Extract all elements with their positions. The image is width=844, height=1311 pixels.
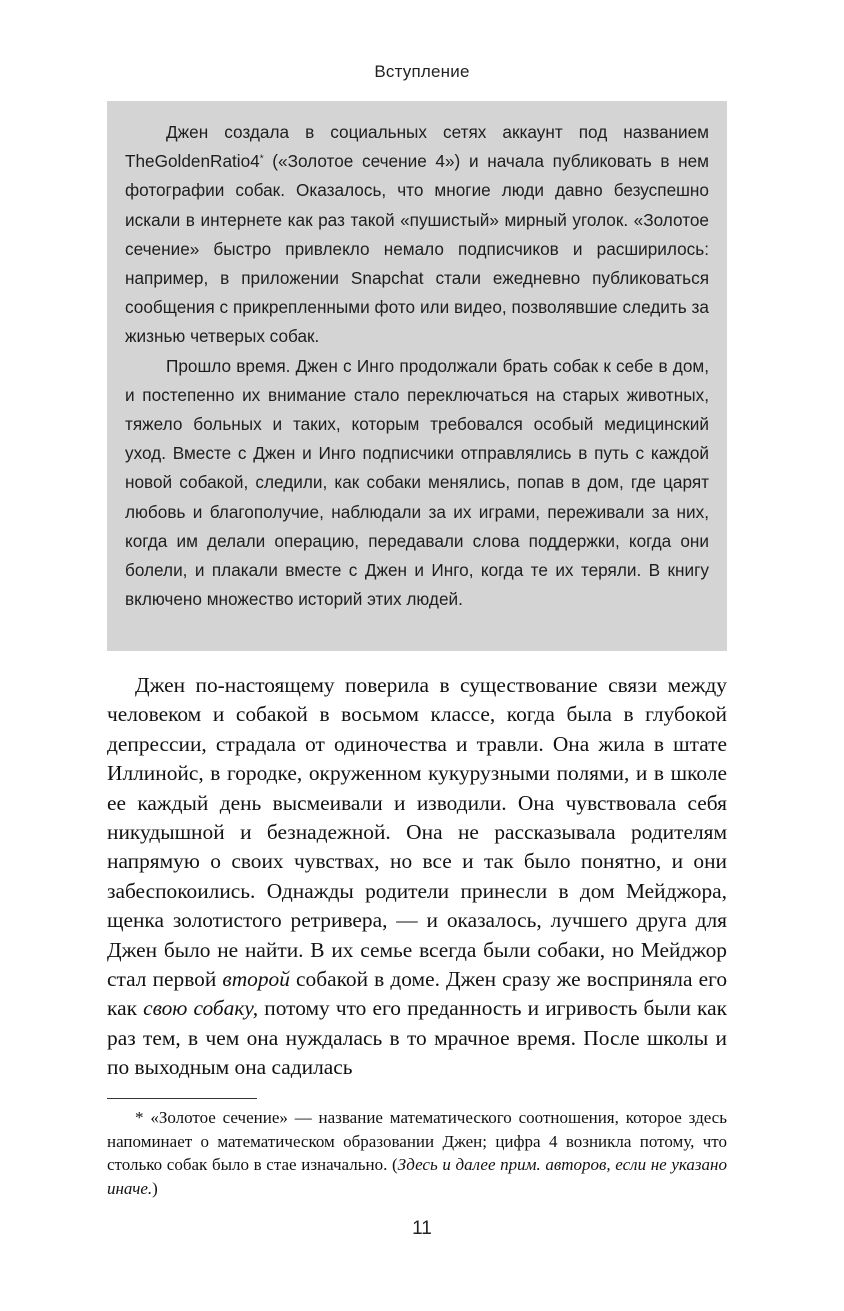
sidebar-text-1b: («Золотое сечение 4») и начала публиковать в нем фотографии собак. Оказалось, что многие люди давно безуспешно искали в интернете как раз такой «пушистый» мирный уголок. «Золотое сечение» быстро привлекло немало подписчиков и расширилось: например, в приложении Snapchat стали ежедневно публиковаться сообщения с прикрепленными фото или видео, позволявшие следить за жизнью четверых собак. — [125, 151, 709, 347]
footnote — [107, 1106, 727, 1200]
footnote-emphasis: Здесь и далее прим. авторов, если не указано иначе. — [107, 1155, 727, 1198]
footnote-text: * «Золотое сечение» — название математического соотношения, которое здесь напоминает о математическом образовании Джен; цифра 4 возникла потому, что столько собак было в стае изначально. ( — [107, 1108, 727, 1174]
footnote-divider — [107, 1098, 257, 1099]
sidebar-text-1a: Джен создала в социальных сетях аккаунт под названием TheGoldenRatio4 — [125, 122, 709, 172]
footnote-marker: * — [259, 153, 264, 165]
main-text-part-3: потому что его преданность и игривость были как раз тем, в чем она нуждалась в то мрачное время. После школы и по выходным она садилась — [107, 996, 727, 1080]
page-number: 11 — [412, 1218, 432, 1239]
main-emphasis-2: свою собаку, — [143, 996, 259, 1021]
main-emphasis-1: второй — [222, 967, 290, 992]
sidebar-paragraph-2: Прошло время. Джен с Инго продолжали брать собак к себе в дом, и постепенно их внимание стало переключаться на старых животных, тяжело больных и таких, которым требовался особый медицинский уход. Вместе с Джен и Инго подписчики отправлялись в путь с каждой новой собакой, следили, как собаки менялись, попав в дом, где царят любовь и благополучие, наблюдали за их играми, переживали за них, когда им делали операцию, передавали слова поддержки, когда они болели, и плакали вместе с Джен и Инго, когда те их теряли. В книгу включено множество историй этих людей. — [125, 355, 709, 610]
sidebar-box — [107, 101, 727, 651]
running-head: Вступление — [374, 62, 470, 81]
main-text — [107, 671, 727, 1083]
main-text-part-1: Джен по-настоящему поверила в существование связи между человеком и собакой в восьмом классе, когда была в глубокой депрессии, страдала от одиночества и травли. Она жила в штате Иллинойс, в городке, окруженном кукурузными полями, и в школе ее каждый день высмеивали и изводили. Она чувствовала себя никудышной и безнадежной. Она не рассказывала родителям напрямую о своих чувствах, но все и так было понятно, и они забеспокоились. Однажды родители принесли в дом Мейджора, щенка золотистого ретривера, — и оказалось, лучшего друга для Джен было не найти. В их семье всегда были собаки, но Мейджор стал первой — [107, 673, 727, 992]
main-paragraph — [107, 671, 727, 1083]
sidebar-paragraph-1 — [125, 118, 709, 352]
footnote-paragraph — [107, 1106, 727, 1200]
footnote-close: ) — [152, 1178, 158, 1198]
main-text-part-2: собакой в доме. Джен сразу же восприняла его как — [107, 967, 728, 1021]
